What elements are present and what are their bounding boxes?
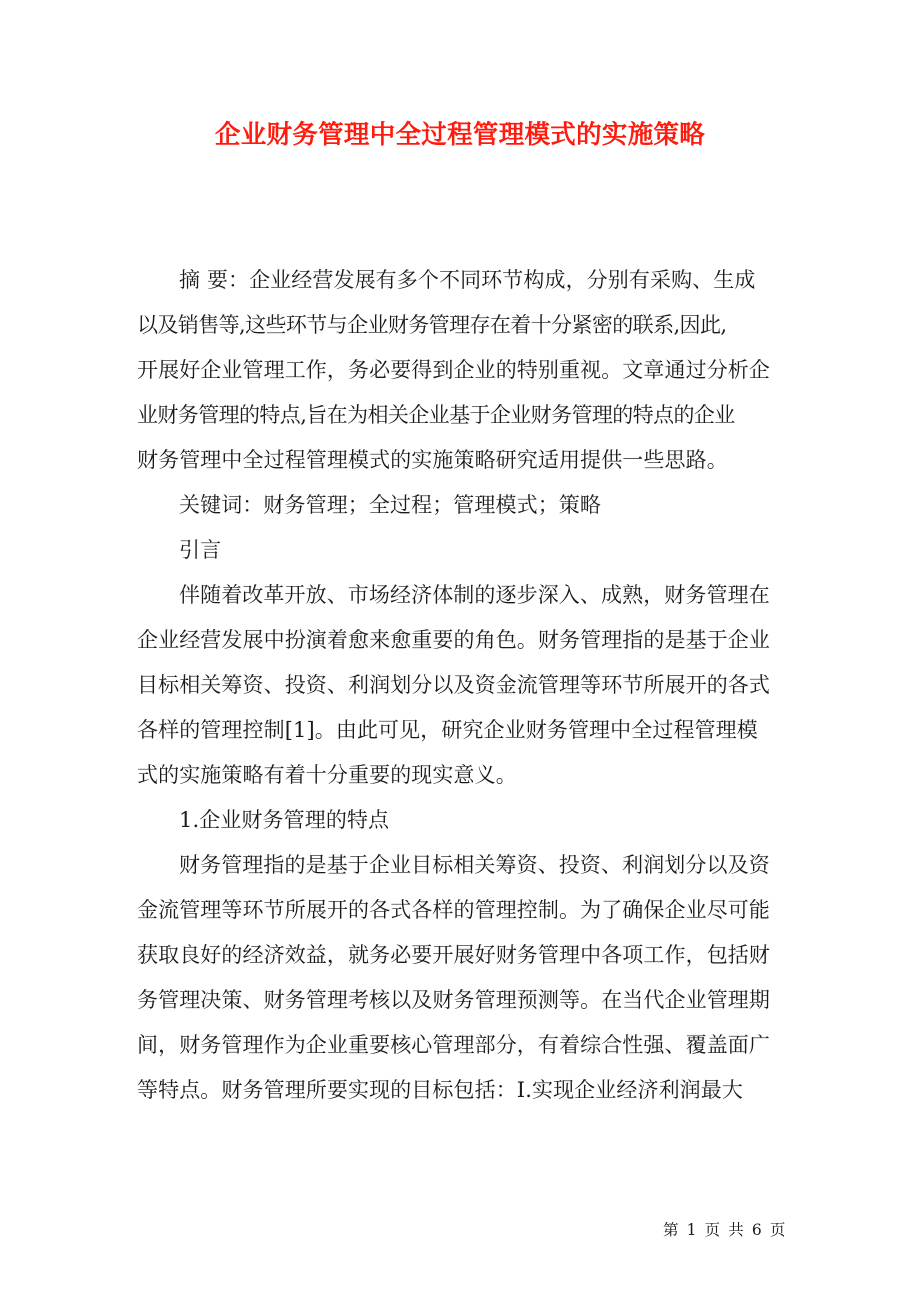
introduction-paragraph: [137, 573, 787, 798]
section-one-line: 获取良好的经济效益，就务必要开展好财务管理中各项工作，包括财: [137, 943, 770, 967]
section-one-heading: 1.企业财务管理的特点: [179, 808, 390, 832]
section-one-line: 等特点。财务管理所要实现的目标包括：Ⅰ.实现企业经济利润最大: [137, 1078, 743, 1102]
document-body: [137, 258, 787, 1113]
abstract-line: 摘 要：企业经营发展有多个不同环节构成，分别有采购、生成: [179, 268, 756, 292]
introduction-heading: 引言: [179, 538, 222, 562]
abstract-line: 以及销售等,这些环节与企业财务管理存在着十分紧密的联系,因此,: [137, 313, 727, 337]
introduction-line: 各样的管理控制[1]。由此可见，研究企业财务管理中全过程管理模: [137, 718, 758, 742]
section-one-line: 金流管理等环节所展开的各式各样的管理控制。为了确保企业尽可能: [137, 898, 770, 922]
section-one-line: 财务管理指的是基于企业目标相关筹资、投资、利润划分以及资: [179, 853, 770, 877]
abstract-line: 开展好企业管理工作，务必要得到企业的特别重视。文章通过分析企: [137, 358, 770, 382]
abstract-paragraph: [137, 258, 787, 483]
introduction-line: 伴随着改革开放、市场经济体制的逐步深入、成熟，财务管理在: [179, 583, 770, 607]
introduction-line: 目标相关筹资、投资、利润划分以及资金流管理等环节所展开的各式: [137, 673, 770, 697]
abstract-line: 业财务管理的特点,旨在为相关企业基于企业财务管理的特点的企业: [137, 403, 735, 427]
section-one-paragraph: [137, 843, 787, 1113]
introduction-line: 式的实施策略有着十分重要的现实意义。: [137, 763, 517, 787]
page-title: 企业财务管理中全过程管理模式的实施策略: [214, 120, 706, 150]
introduction-line: 企业经营发展中扮演着愈来愈重要的角色。财务管理指的是基于企业: [137, 628, 770, 652]
abstract-line: 财务管理中全过程管理模式的实施策略研究适用提供一些思路。: [137, 448, 728, 472]
section-one-line: 务管理决策、财务管理考核以及财务管理预测等。在当代企业管理期: [137, 988, 770, 1012]
section-one-line: 间，财务管理作为企业重要核心管理部分，有着综合性强、覆盖面广: [137, 1033, 770, 1057]
keywords-line: 关键词：财务管理；全过程；管理模式；策略: [179, 493, 601, 517]
page-footer: 第 1 页 共 6 页: [663, 1221, 787, 1239]
